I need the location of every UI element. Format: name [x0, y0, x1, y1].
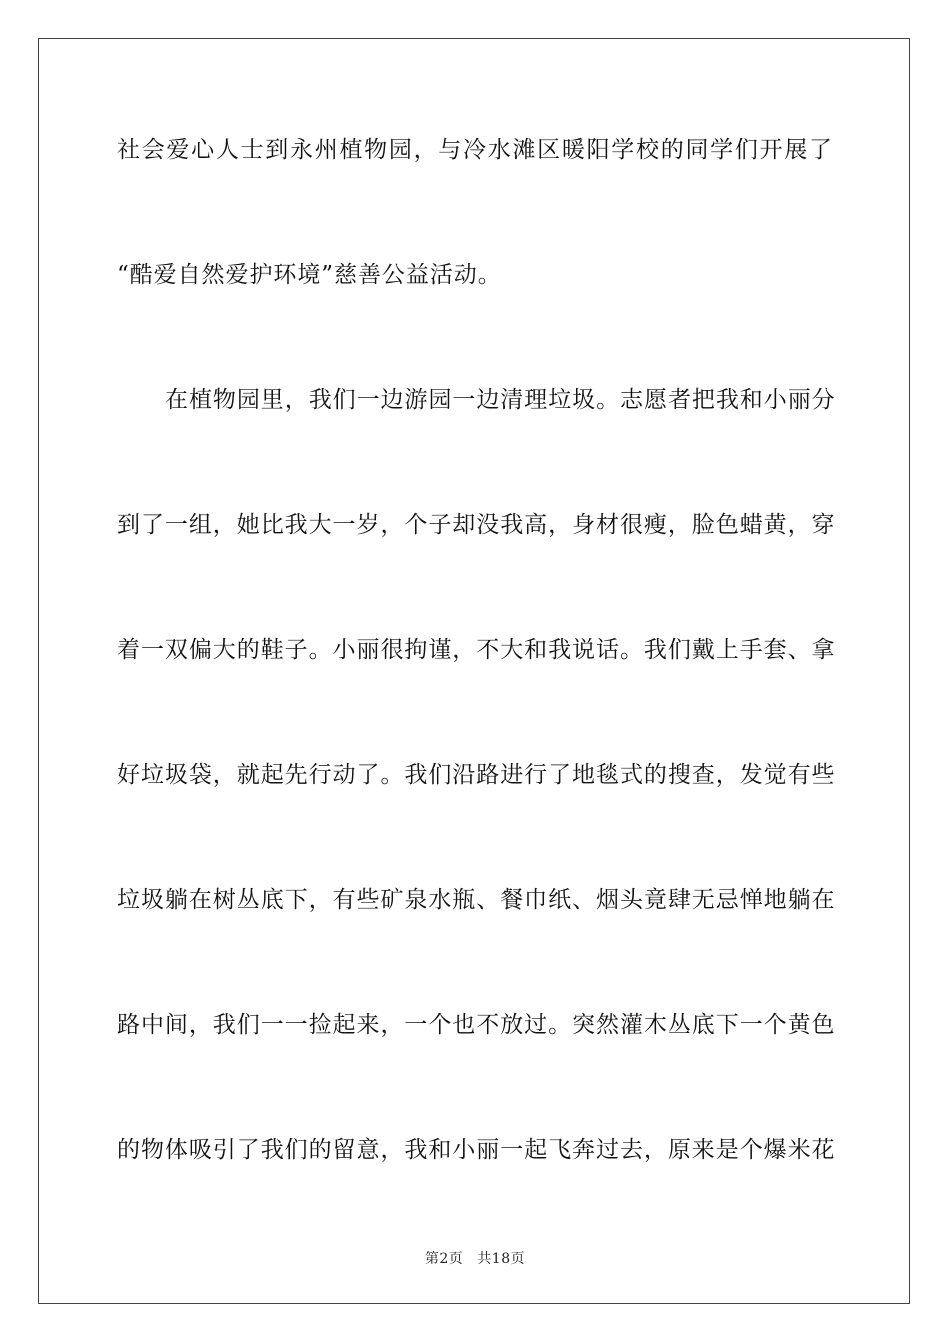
paragraph-start-line: 在植物园里，我们一边游园一边清理垃圾。志愿者把我和小丽分: [165, 387, 836, 413]
text-line: 好垃圾袋，就起先行动了。我们沿路进行了地毯式的搜查，发觉有些: [117, 762, 836, 788]
document-body: [117, 112, 836, 1237]
text-line: 着一双偏大的鞋子。小丽很拘谨，不大和我说话。我们戴上手套、拿: [117, 637, 836, 663]
text-line: 路中间，我们一一捡起来，一个也不放过。突然灌木丛底下一个黄色: [117, 1012, 836, 1038]
page-footer: [0, 1248, 950, 1268]
text-line: 社会爱心人士到永州植物园，与冷水滩区暖阳学校的同学们开展了: [117, 137, 833, 163]
text-line: “酷爱自然爱护环境”慈善公益活动。: [117, 262, 502, 288]
page-total: 共18页: [477, 1251, 526, 1267]
text-line: 的物体吸引了我们的留意，我和小丽一起飞奔过去，原来是个爆米花: [117, 1137, 836, 1163]
page-number: 第2页: [424, 1251, 464, 1267]
text-line: 到了一组，她比我大一岁，个子却没我高，身材很瘦，脸色蜡黄，穿: [117, 512, 836, 538]
text-line: 垃圾躺在树丛底下，有些矿泉水瓶、餐巾纸、烟头竟肆无忌惮地躺在: [117, 887, 836, 913]
